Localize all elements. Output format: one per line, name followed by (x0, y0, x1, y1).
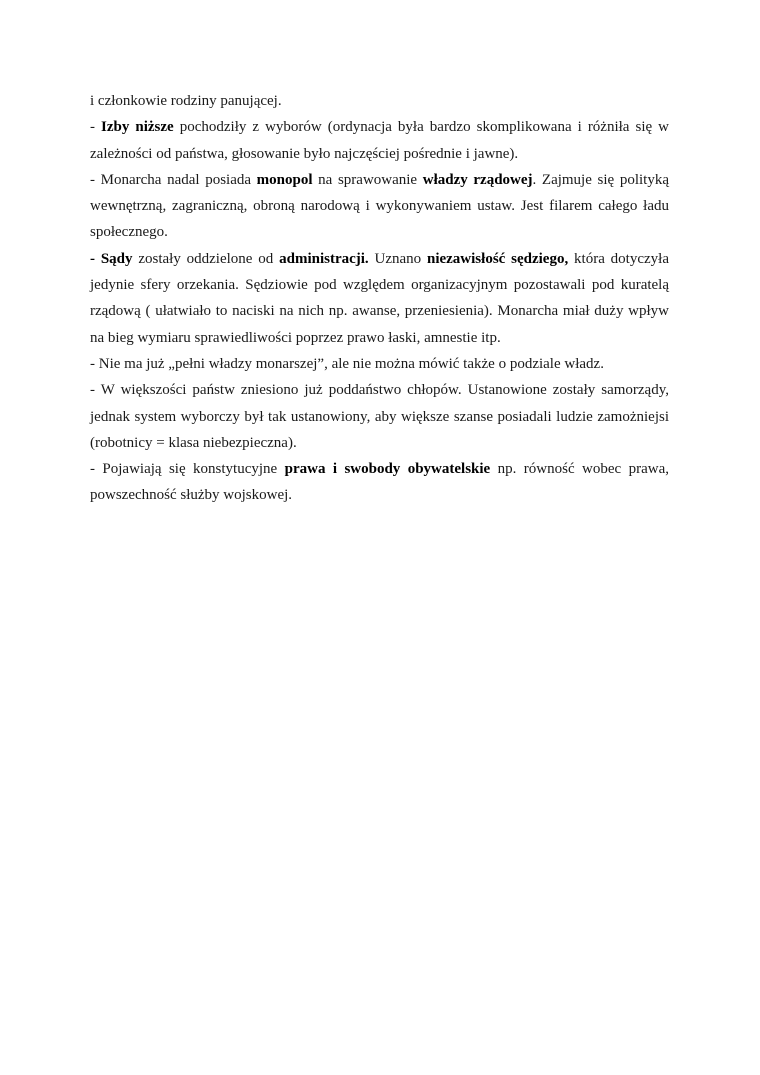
text-span: pochodziły z wyborów (ordynacja była bardzo skomplikowana i różniła się w zależności od państwa, głosowanie było najczęściej pośrednie i jawne). (90, 119, 670, 162)
paragraph-lower-houses (90, 114, 669, 167)
paragraph-serfdom (90, 377, 669, 456)
paragraph-royal-family (90, 88, 669, 114)
text-span: - W większości państw zniesiono już poddaństwo chłopów. Ustanowione zostały samorządy, jednak system wyborczy był tak ustanowiony, aby większe szanse posiadali ludzie zamożniejsi (robotnicy = klasa niebezpieczna). (90, 382, 669, 451)
text-span: na sprawowanie (312, 171, 423, 188)
bold-term: prawa i swobody obywatelskie (284, 461, 491, 478)
bold-term: monopol (256, 171, 313, 188)
text-span: - (90, 119, 102, 136)
paragraph-monarch-power (90, 167, 669, 246)
text-span: Uznano (368, 250, 427, 267)
text-span: która dotyczyła jedynie sfery orzekania. Sędziowie pod względem organizacyjnym pozostawali pod kuratelą rządową ( ułatwiało to naciski na nich np. awanse, przeniesienia). Monarcha miał duży wpływ na bieg wymiaru sprawiedliwości poprzez prawo łaski, amnestie itp. (90, 250, 669, 346)
paragraph-separation-of-powers (90, 351, 669, 377)
bold-term: administracji. (279, 250, 369, 267)
text-span: i członkowie rodziny panującej. (90, 93, 282, 109)
text-span: - Nie ma już „pełni władzy monarszej”, ale nie można mówić także o podziale władz. (90, 355, 604, 372)
paragraph-courts (90, 246, 669, 351)
document-body (90, 88, 669, 509)
text-span: . Zajmuje się polityką wewnętrzną, zagraniczną, obroną narodową i wykonywaniem ustaw. Jest filarem całego ładu społecznego. (90, 171, 669, 241)
bold-term: - Sądy (90, 250, 133, 267)
bold-term: władzy rządowej (422, 171, 533, 188)
text-span: np. równość wobec prawa, powszechność służby wojskowej. (90, 461, 670, 504)
paragraph-civil-rights (90, 456, 669, 509)
text-span: - Pojawiają się konstytucyjne (90, 461, 285, 478)
text-span: zostały oddzielone od (132, 250, 280, 267)
bold-term: niezawisłość sędziego, (426, 250, 569, 267)
text-span: - Monarcha nadal posiada (90, 171, 257, 188)
bold-term: Izby niższe (101, 119, 174, 136)
